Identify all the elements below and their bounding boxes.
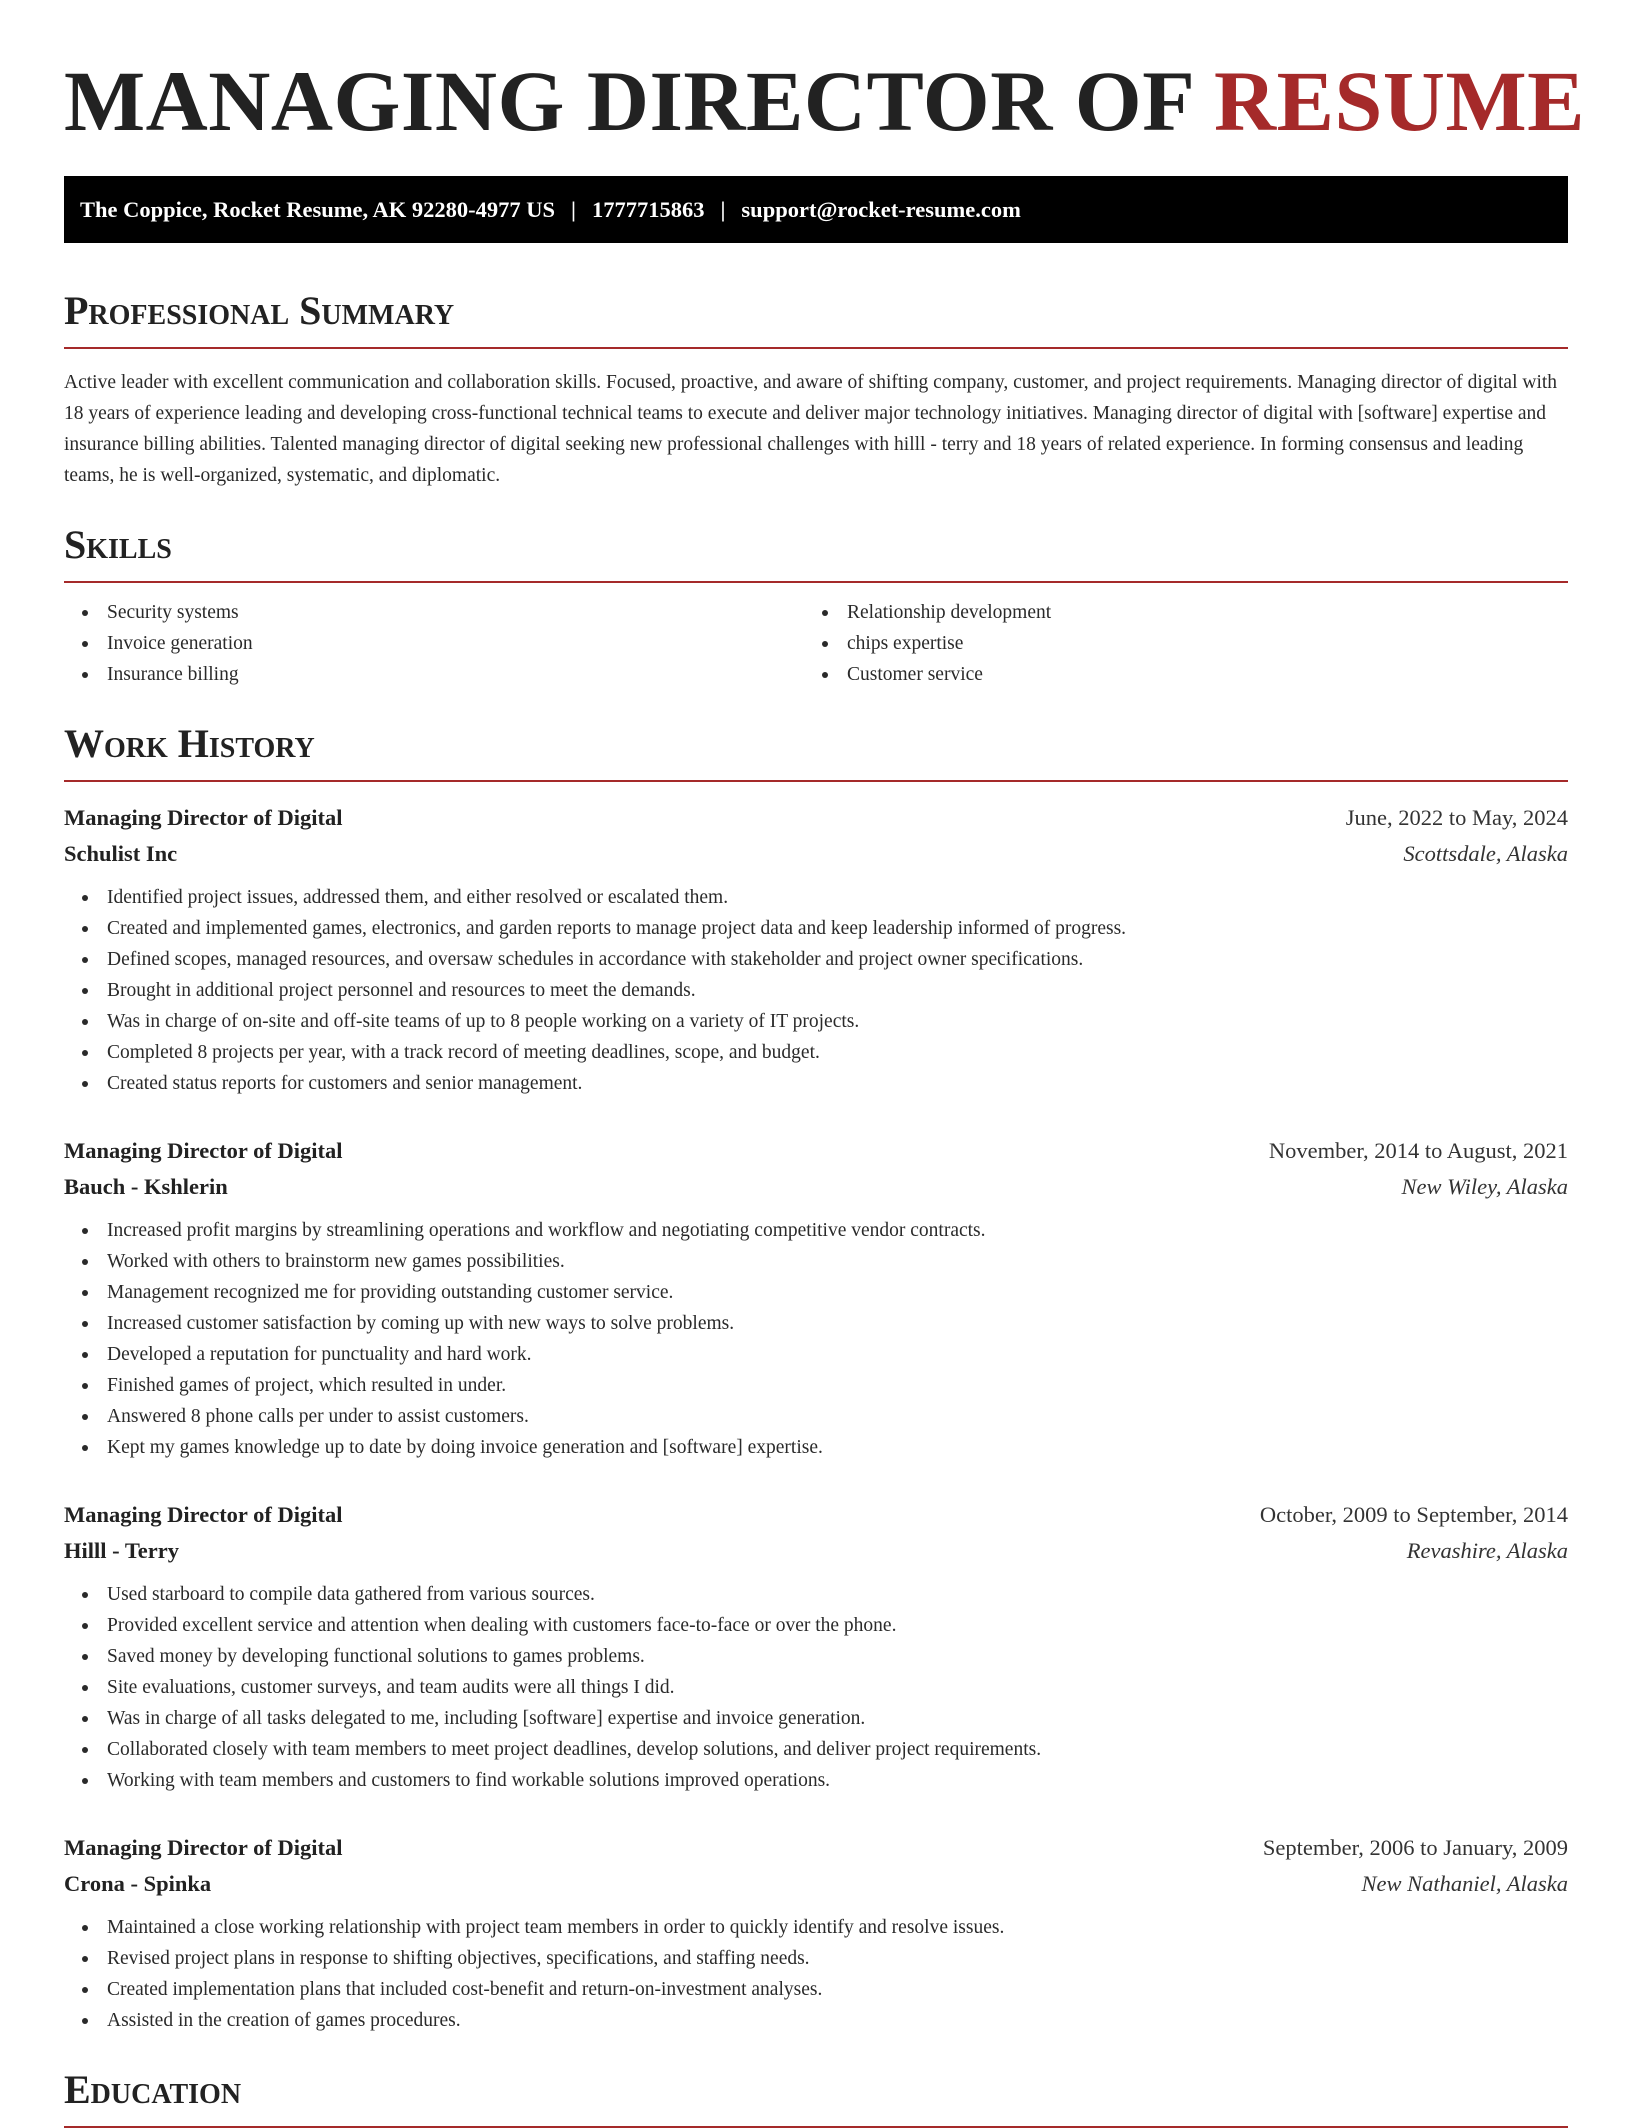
job-bullet: Created and implemented games, electronics, and garden reports to manage project data and keep leadership informed of progress. [64, 913, 1568, 944]
job-bullet: Collaborated closely with team members to meet project deadlines, develop solutions, and deliver project requirements. [64, 1734, 1568, 1765]
skills-heading: Skills [64, 525, 1568, 583]
job-bullet: Management recognized me for providing outstanding customer service. [64, 1277, 1568, 1308]
job-entry [64, 1497, 1568, 1796]
job-company: Hilll - Terry [64, 1538, 179, 1563]
job-bullet: Used starboard to compile data gathered from various sources. [64, 1579, 1568, 1610]
summary-text: Active leader with excellent communication and collaboration skills. Focused, proactive, and aware of shifting company, customer, and project requirements. Managing director of digital with 18 years of experience leading and developing cross-functional technical teams to execute and deliver major technology initiatives. Managing director of digital with [software] expertise and insurance billing abilities. Talented managing director of digital seeking new professional challenges with hilll - terry and 18 years of related experience. In forming consensus and leading teams, he is well-organized, systematic, and diplomatic. [64, 372, 1558, 486]
job-company-row [64, 1533, 1568, 1569]
job-bullet: Revised project plans in response to shifting objectives, specifications, and staffing needs. [64, 1943, 1568, 1974]
job-title: Managing Director of Digital [64, 805, 343, 830]
job-title: Managing Director of Digital [64, 1835, 343, 1860]
contact-separator: | [720, 196, 726, 222]
skill-item: Customer service [804, 659, 1544, 690]
job-bullet: Answered 8 phone calls per under to assist customers. [64, 1401, 1568, 1432]
job-location: New Nathaniel, Alaska [1361, 1871, 1568, 1896]
job-bullet: Finished games of project, which resulted in under. [64, 1370, 1568, 1401]
resume-page [64, 0, 1585, 2128]
job-dates: November, 2014 to August, 2021 [1268, 1138, 1568, 1163]
skills-column-right [804, 597, 1544, 690]
job-bullet: Was in charge of on-site and off-site teams of up to 8 people working on a variety of IT projects. [64, 1006, 1568, 1037]
title-accent: RESUME [1214, 53, 1585, 149]
contact-phone: 1777715863 [591, 196, 705, 222]
skill-item: chips expertise [804, 628, 1544, 659]
job-bullet: Working with team members and customers to find workable solutions improved operations. [64, 1765, 1568, 1796]
job-bullets [64, 1579, 1568, 1796]
skill-item: Relationship development [804, 597, 1544, 628]
contact-separator: | [570, 196, 576, 222]
job-entry [64, 800, 1568, 1099]
contact-email[interactable]: support@rocket-resume.com [741, 196, 1021, 222]
job-dates: June, 2022 to May, 2024 [1345, 805, 1568, 830]
job-location: Revashire, Alaska [1406, 1538, 1568, 1563]
job-bullet: Site evaluations, customer surveys, and team audits were all things I did. [64, 1672, 1568, 1703]
job-header-row [64, 1830, 1568, 1866]
skills-column-left [64, 597, 804, 690]
job-bullet: Brought in additional project personnel and resources to meet the demands. [64, 975, 1568, 1006]
job-location: Scottsdale, Alaska [1403, 841, 1568, 866]
job-bullet: Was in charge of all tasks delegated to me, including [software] expertise and invoice generation. [64, 1703, 1568, 1734]
job-bullet: Saved money by developing functional solutions to games problems. [64, 1641, 1568, 1672]
job-bullet: Completed 8 projects per year, with a track record of meeting deadlines, scope, and budget. [64, 1037, 1568, 1068]
job-company: Crona - Spinka [64, 1871, 212, 1896]
job-bullet: Maintained a close working relationship with project team members in order to quickly identify and resolve issues. [64, 1912, 1568, 1943]
contact-bar [64, 176, 1568, 243]
job-bullet: Worked with others to brainstorm new games possibilities. [64, 1246, 1568, 1277]
contact-address: The Coppice, Rocket Resume, AK 92280-4977 US [80, 196, 555, 222]
summary-heading: Professional Summary [64, 291, 1568, 349]
skills-grid [64, 597, 1568, 690]
skill-item: Security systems [64, 597, 804, 628]
job-company: Bauch - Kshlerin [64, 1174, 228, 1199]
job-bullet: Created implementation plans that included cost-benefit and return-on-investment analyses. [64, 1974, 1568, 2005]
job-company-row [64, 1866, 1568, 1902]
job-bullet: Increased profit margins by streamlining operations and workflow and negotiating competitive vendor contracts. [64, 1215, 1568, 1246]
job-dates: October, 2009 to September, 2014 [1259, 1502, 1568, 1527]
job-location: New Wiley, Alaska [1401, 1174, 1568, 1199]
job-bullet: Assisted in the creation of games procedures. [64, 2005, 1568, 2036]
job-entry [64, 1133, 1568, 1463]
job-company-row [64, 836, 1568, 872]
job-bullet: Developed a reputation for punctuality and hard work. [64, 1339, 1568, 1370]
job-bullet: Kept my games knowledge up to date by doing invoice generation and [software] expertise. [64, 1432, 1568, 1463]
job-bullet: Increased customer satisfaction by coming up with new ways to solve problems. [64, 1308, 1568, 1339]
job-bullets [64, 1912, 1568, 2036]
title-main: MANAGING DIRECTOR OF [64, 53, 1215, 149]
job-company-row [64, 1169, 1568, 1205]
skill-item: Insurance billing [64, 659, 804, 690]
education-heading: Education [64, 2070, 1568, 2128]
job-header-row [64, 1497, 1568, 1533]
resume-title [64, 53, 1585, 149]
job-title: Managing Director of Digital [64, 1138, 343, 1163]
job-bullet: Defined scopes, managed resources, and oversaw schedules in accordance with stakeholder and project owner specifications. [64, 944, 1568, 975]
job-title: Managing Director of Digital [64, 1502, 343, 1527]
job-bullets [64, 882, 1568, 1099]
job-header-row [64, 1133, 1568, 1169]
job-header-row [64, 800, 1568, 836]
job-company: Schulist Inc [64, 841, 178, 866]
job-bullet: Created status reports for customers and senior management. [64, 1068, 1568, 1099]
work-history-heading: Work History [64, 724, 1568, 782]
skill-item: Invoice generation [64, 628, 804, 659]
job-bullet: Provided excellent service and attention when dealing with customers face-to-face or over the phone. [64, 1610, 1568, 1641]
job-bullets [64, 1215, 1568, 1463]
job-entry [64, 1830, 1568, 2036]
job-bullet: Identified project issues, addressed them, and either resolved or escalated them. [64, 882, 1568, 913]
job-dates: September, 2006 to January, 2009 [1262, 1835, 1568, 1860]
